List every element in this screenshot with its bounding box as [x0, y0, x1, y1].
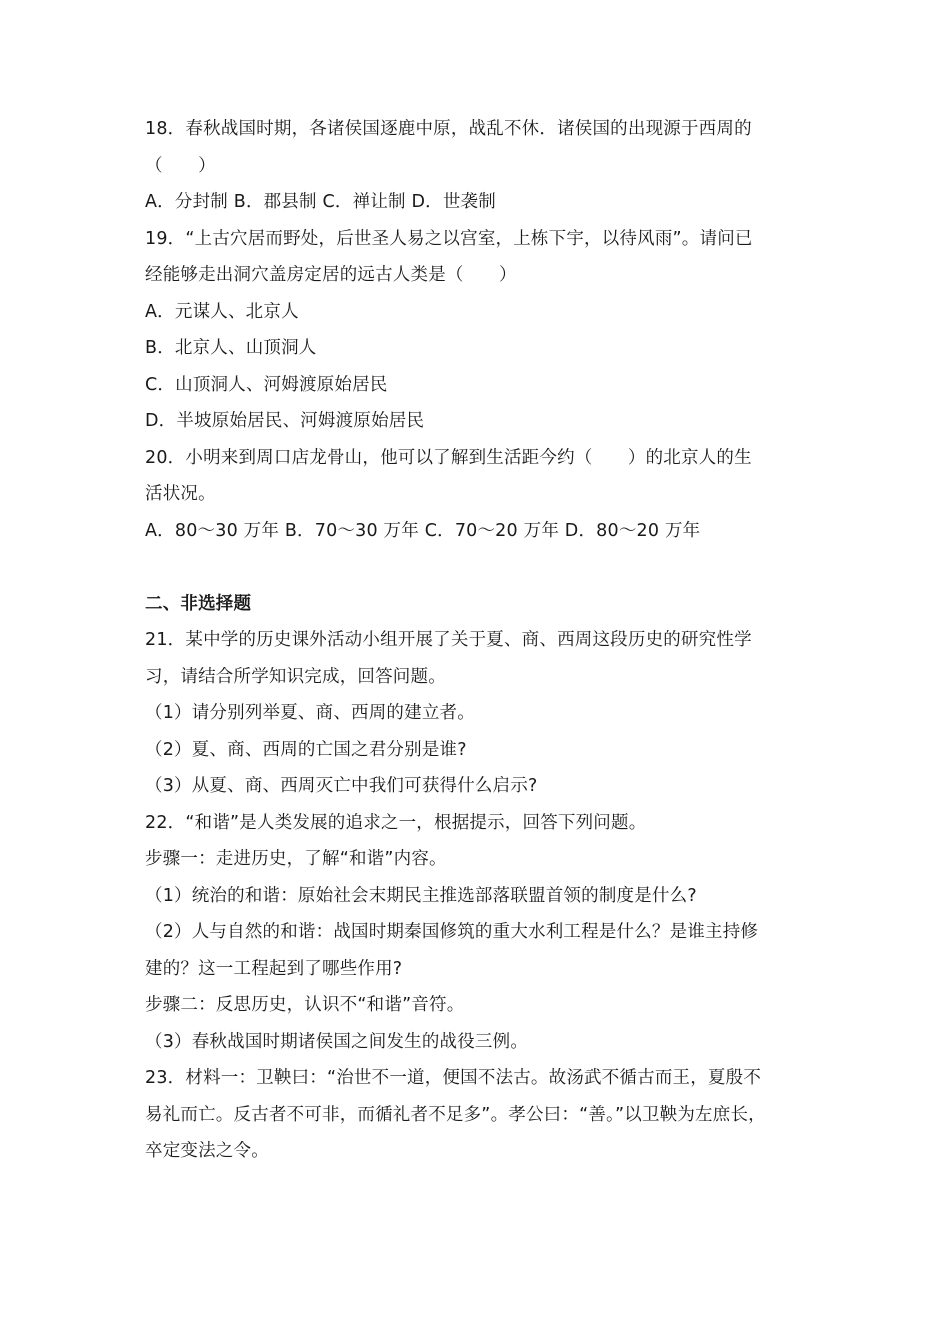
q22-sub2-line1: （2）人与自然的和谐：战国时期秦国修筑的重大水利工程是什么？是谁主持修: [145, 922, 759, 942]
q19-stem-line1: 19．“上古穴居而野处，后世圣人易之以宫室，上栋下宇，以待风雨”。请问已: [145, 229, 753, 249]
q21-stem-line1: 21．某中学的历史课外活动小组开展了关于夏、商、西周这段历史的研究性学: [145, 630, 752, 650]
q21-sub3: （3）从夏、商、西周灭亡中我们可获得什么启示?: [145, 776, 538, 796]
q20-stem-line2: 活状况。: [145, 484, 216, 504]
q19-option-b: B．北京人、山顶洞人: [145, 338, 317, 358]
q18-stem-line2: （ ）: [145, 156, 216, 176]
q21-sub2: （2）夏、商、西周的亡国之君分别是谁?: [145, 740, 467, 760]
q21-sub1: （1）请分别列举夏、商、西周的建立者。: [145, 703, 475, 723]
q20-options: A．80～30 万年 B．70～30 万年 C．70～20 万年 D．80～20 万年: [145, 521, 701, 541]
q22-sub2-line2: 建的？这一工程起到了哪些作用?: [145, 959, 403, 979]
q18-stem-line1: 18．春秋战国时期，各诸侯国逐鹿中原，战乱不休．诸侯国的出现源于西周的: [145, 119, 752, 139]
q19-option-d: D．半坡原始居民、河姆渡原始居民: [145, 411, 425, 431]
q23-material-line1: 23．材料一：卫鞅曰：“治世不一道，便国不法古。故汤武不循古而王，夏殷不: [145, 1068, 762, 1088]
q21-stem-line2: 习，请结合所学知识完成，回答问题。: [145, 667, 446, 687]
q20-stem-line1: 20．小明来到周口店龙骨山，他可以了解到生活距今约（ ）的北京人的生: [145, 448, 752, 468]
q23-material-line2: 易礼而亡。反古者不可非，而循礼者不足多”。孝公曰：“善。”以卫鞅为左庶长，: [145, 1105, 766, 1125]
section-heading: 二、非选择题: [145, 594, 252, 614]
q22-step2: 步骤二：反思历史，认识不“和谐”音符。: [145, 995, 465, 1015]
q19-option-a: A．元谋人、北京人: [145, 302, 299, 322]
q22-stem: 22．“和谐”是人类发展的追求之一，根据提示，回答下列问题。: [145, 813, 647, 833]
q23-material-line3: 卒定变法之令。: [145, 1141, 269, 1161]
q22-step1: 步骤一：走进历史，了解“和谐”内容。: [145, 849, 447, 869]
q18-options: A．分封制 B．郡县制 C．禅让制 D．世袭制: [145, 192, 496, 212]
q19-stem-line2: 经能够走出洞穴盖房定居的远古人类是（ ）: [145, 265, 517, 285]
q19-option-c: C．山顶洞人、河姆渡原始居民: [145, 375, 388, 395]
q22-sub1: （1）统治的和谐：原始社会末期民主推选部落联盟首领的制度是什么?: [145, 886, 697, 906]
q22-sub3: （3）春秋战国时期诸侯国之间发生的战役三例。: [145, 1032, 529, 1052]
